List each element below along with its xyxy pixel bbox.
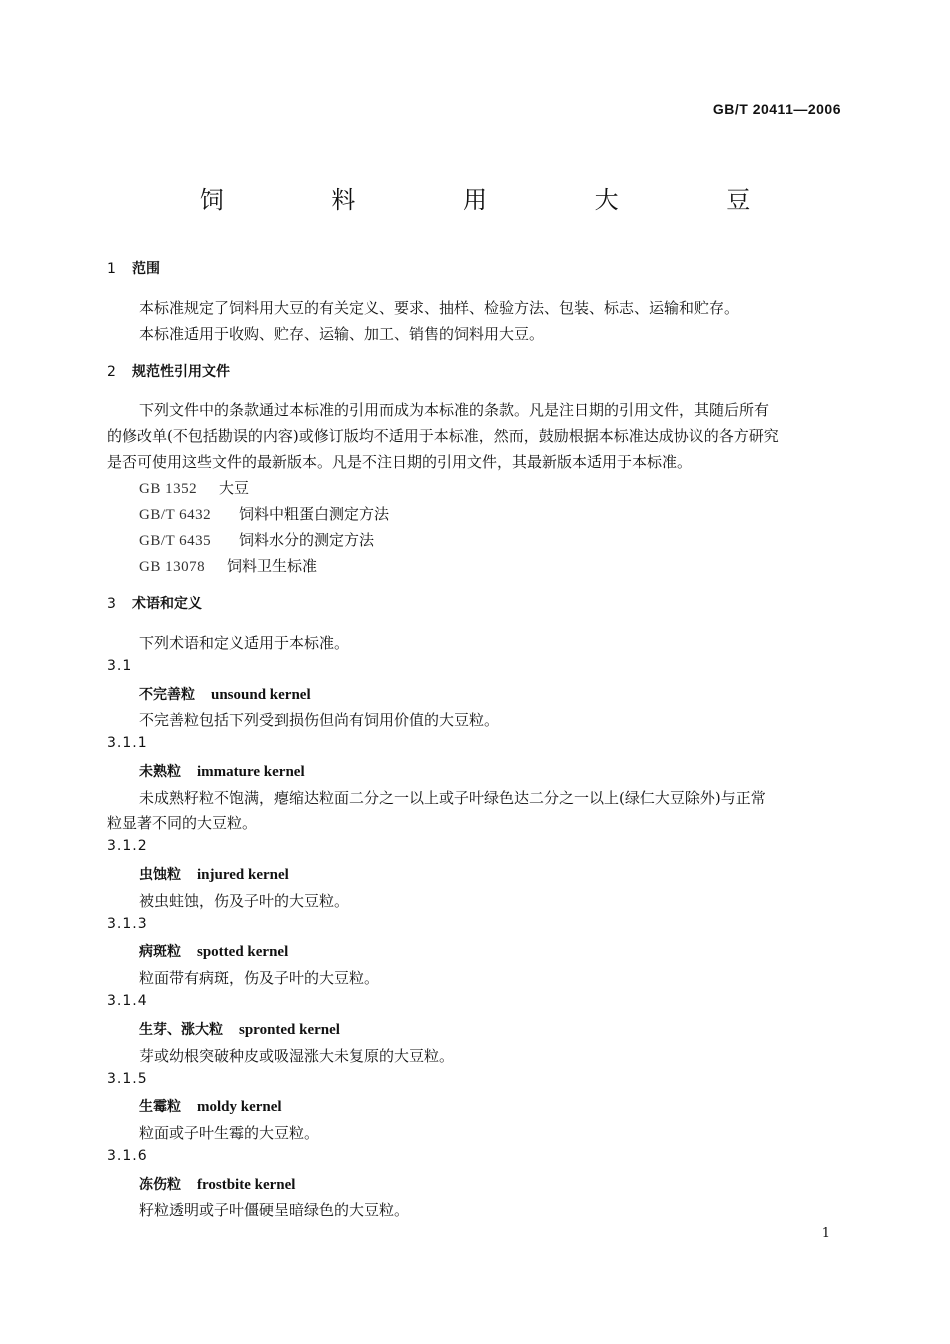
term-heading [139, 684, 311, 704]
term-heading [139, 761, 305, 781]
term-chinese: 生芽、涨大粒 [139, 1022, 223, 1038]
term-number: 3.1.4 [107, 993, 148, 1009]
section-3-intro: 下列术语和定义适用于本标准。 [139, 634, 350, 652]
document-title: 饲 料 用 大 豆 [199, 186, 801, 214]
reference-title: 饲料中粗蛋白测定方法 [239, 505, 390, 523]
term-number: 3.1.2 [107, 838, 148, 854]
term-number: 3.1.6 [107, 1148, 148, 1164]
reference-title: 大豆 [219, 479, 250, 497]
term-definition: 粒面或子叶生霉的大豆粒。 [139, 1124, 320, 1142]
term-number: 3.1.5 [107, 1071, 148, 1087]
standard-code: GB/T 20411—2006 [712, 101, 841, 117]
term-english: injured kernel [197, 867, 289, 883]
section-title: 术语和定义 [132, 596, 202, 612]
reference-item [139, 503, 389, 524]
term-english: spronted kernel [239, 1022, 340, 1038]
term-english: moldy kernel [197, 1099, 282, 1115]
section-2-paragraph-line: 是否可使用这些文件的最新版本。凡是不注日期的引用文件，其最新版本适用于本标准。 [107, 453, 693, 471]
term-definition: 芽或幼根突破种皮或吸湿涨大未复原的大豆粒。 [139, 1047, 455, 1065]
term-number: 3.1 [107, 658, 133, 674]
term-definition: 籽粒透明或子叶僵硬呈暗绿色的大豆粒。 [139, 1201, 410, 1219]
term-chinese: 虫蚀粒 [139, 867, 181, 883]
term-chinese: 不完善粒 [139, 687, 195, 703]
term-english: immature kernel [197, 764, 305, 780]
section-number: 2 [107, 364, 116, 380]
term-heading [139, 1174, 295, 1194]
term-chinese: 未熟粒 [139, 764, 181, 780]
term-english: frostbite kernel [197, 1177, 296, 1193]
reference-title: 饲料水分的测定方法 [239, 531, 375, 549]
reference-code: GB/T 6432 [139, 507, 212, 523]
section-title: 规范性引用文件 [132, 364, 230, 380]
section-3-heading [107, 593, 202, 613]
term-heading [139, 1096, 282, 1116]
term-definition: 不完善粒包括下列受到损伤但尚有饲用价值的大豆粒。 [139, 711, 500, 729]
page-number: 1 [821, 1226, 830, 1241]
section-1-heading [107, 258, 160, 278]
section-2-paragraph-line: 下列文件中的条款通过本标准的引用而成为本标准的条款。凡是注日期的引用文件，其随后所有 [139, 401, 770, 419]
section-1-paragraph-1: 本标准规定了饲料用大豆的有关定义、要求、抽样、检验方法、包装、标志、运输和贮存。 [139, 299, 740, 317]
term-definition: 粒面带有病斑，伤及子叶的大豆粒。 [139, 969, 380, 987]
term-number: 3.1.3 [107, 916, 148, 932]
term-english: unsound kernel [211, 687, 311, 703]
term-heading [139, 1019, 340, 1039]
section-number: 1 [107, 261, 116, 277]
reference-code: GB 1352 [139, 481, 198, 497]
section-title: 范围 [132, 261, 160, 277]
term-chinese: 冻伤粒 [139, 1177, 181, 1193]
term-heading [139, 941, 288, 961]
reference-item [139, 555, 317, 576]
term-definition-continued: 粒显著不同的大豆粒。 [107, 814, 258, 832]
term-chinese: 病斑粒 [139, 944, 181, 960]
term-heading [139, 864, 289, 884]
section-1-paragraph-2: 本标准适用于收购、贮存、运输、加工、销售的饲料用大豆。 [139, 325, 545, 343]
term-english: spotted kernel [197, 944, 289, 960]
term-definition: 未成熟籽粒不饱满，瘪缩达粒面二分之一以上或子叶绿色达二分之一以上(绿仁大豆除外)与正常 [139, 789, 766, 807]
section-2-heading [107, 361, 230, 381]
term-definition: 被虫蛀蚀，伤及子叶的大豆粒。 [139, 892, 350, 910]
section-2-paragraph-line: 的修改单(不包括勘误的内容)或修订版均不适用于本标准，然而，鼓励根据本标准达成协议的各方研究 [107, 427, 779, 445]
reference-item [139, 477, 249, 498]
reference-code: GB 13078 [139, 559, 206, 575]
term-number: 3.1.1 [107, 735, 148, 751]
term-chinese: 生霉粒 [139, 1099, 181, 1115]
section-number: 3 [107, 596, 116, 612]
reference-title: 饲料卫生标准 [227, 557, 318, 575]
reference-code: GB/T 6435 [139, 533, 212, 549]
reference-item [139, 529, 374, 550]
